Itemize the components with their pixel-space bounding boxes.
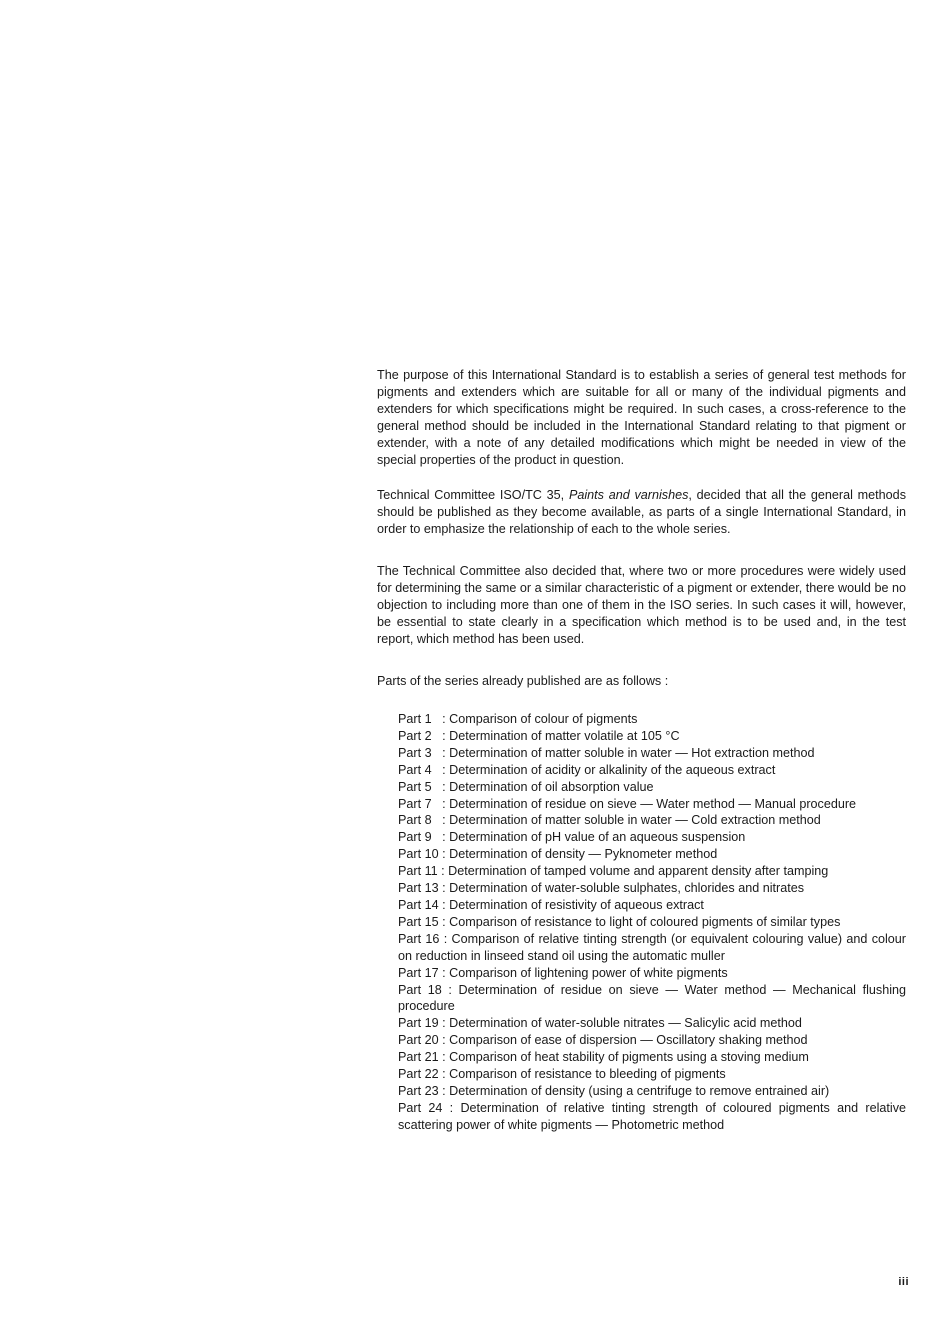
tc-text-end: , decided that all the general methods should be published as they become available, as parts of a single International Standard, in order to emphasize the relationship of each to the whole series. xyxy=(377,488,906,536)
part-number: Part 14 xyxy=(398,897,439,912)
part-number: Part 20 xyxy=(398,1033,439,1048)
part-title: Determination of oil absorption value xyxy=(449,779,654,794)
parts-list-item xyxy=(398,965,906,982)
part-separator: : xyxy=(438,965,450,980)
part-separator: : xyxy=(431,830,450,845)
part-separator: : xyxy=(431,712,450,726)
parts-list-item xyxy=(398,1049,906,1066)
parts-list-item xyxy=(398,863,906,880)
committee-decision-paragraph: The Technical Committee also decided that, where two or more procedures were widely used for determining the same or a similar characteristic of a pigment or extender, there would be no objection to including more than one of them in the ISO series. In such cases it will, however, be essential to state clearly in a specification which method is to be used and, in the test report, which method has been used. xyxy=(377,564,906,646)
part-number: Part 17 xyxy=(398,965,439,980)
part-number: Part 10 xyxy=(398,847,439,862)
parts-list-item xyxy=(398,1015,906,1032)
part-separator: : xyxy=(439,931,452,946)
parts-list-item xyxy=(398,914,906,931)
part-number: Part 24 xyxy=(398,1100,443,1115)
parts-list-item xyxy=(398,762,906,779)
part-title: Determination of relative tinting strength of coloured pigments and relative scattering power of white pigments — Photometric method xyxy=(398,1100,907,1132)
technical-committee-paragraph xyxy=(377,487,906,538)
part-number: Part 9 xyxy=(398,830,432,845)
part-title: Determination of pH value of an aqueous suspension xyxy=(449,830,746,845)
part-number: Part 22 xyxy=(398,1067,439,1082)
parts-list-item xyxy=(398,982,906,1016)
parts-list-item xyxy=(398,745,906,762)
tc-committee-title: Paints and varnishes xyxy=(568,488,689,502)
part-separator: : xyxy=(438,1083,450,1098)
parts-list-item xyxy=(398,846,906,863)
parts-list-item xyxy=(398,880,906,897)
part-title: Comparison of colour of pigments xyxy=(449,712,638,726)
part-title: Comparison of resistance to light of coloured pigments of similar types xyxy=(449,914,841,929)
tc-text-start: Technical Committee ISO/TC 35, xyxy=(377,488,569,502)
part-separator: : xyxy=(438,881,450,896)
part-number: Part 8 xyxy=(398,813,432,828)
part-number: Part 4 xyxy=(398,762,432,777)
page-number: iii xyxy=(898,1276,909,1288)
part-separator: : xyxy=(431,745,450,760)
part-number: Part 1 xyxy=(398,712,432,726)
parts-list-item xyxy=(398,1100,906,1134)
part-separator: : xyxy=(442,1100,461,1115)
part-number: Part 13 xyxy=(398,881,439,896)
part-separator: : xyxy=(431,762,450,777)
document-body xyxy=(377,367,906,1134)
part-title: Determination of matter volatile at 105 °C xyxy=(449,728,680,743)
part-title: Determination of residue on sieve — Water method — Manual procedure xyxy=(449,796,857,811)
part-title: Determination of density (using a centrifuge to remove entrained air) xyxy=(449,1083,830,1098)
part-number: Part 18 xyxy=(398,982,442,997)
parts-list-item xyxy=(398,1032,906,1049)
part-separator: : xyxy=(441,982,459,997)
part-separator: : xyxy=(438,1050,450,1065)
part-separator: : xyxy=(431,813,450,828)
part-title: Determination of water-soluble nitrates — Salicylic acid method xyxy=(449,1016,802,1031)
part-separator: : xyxy=(431,728,450,743)
part-title: Determination of water-soluble sulphates, chlorides and nitrates xyxy=(449,881,805,896)
part-title: Comparison of resistance to bleeding of pigments xyxy=(449,1067,726,1082)
part-title: Determination of residue on sieve — Water method — Mechanical flushing procedure xyxy=(398,982,907,1014)
parts-list-intro: Parts of the series already published are as follows : xyxy=(377,674,669,688)
part-separator: : xyxy=(438,1033,450,1048)
part-number: Part 16 xyxy=(398,931,440,946)
part-separator: : xyxy=(438,847,450,862)
part-separator: : xyxy=(431,779,450,794)
part-separator: : xyxy=(438,897,450,912)
part-title: Determination of density — Pyknometer method xyxy=(449,847,718,862)
parts-list-item xyxy=(398,897,906,914)
part-title: Comparison of ease of dispersion — Oscillatory shaking method xyxy=(449,1033,808,1048)
purpose-paragraph: The purpose of this International Standard is to establish a series of general test methods for pigments and extenders which are suitable for all or many of the individual pigments and extenders for which specifications might be required. In such cases, a cross-reference to the general method should be included in the International Standard relating to that pigment or extender, with a note of any detailed modifications which might be needed in view of the special properties of the product in question. xyxy=(377,368,906,467)
parts-list-item xyxy=(398,796,906,813)
part-number: Part 2 xyxy=(398,728,432,743)
part-number: Part 7 xyxy=(398,796,432,811)
parts-list-item xyxy=(398,1083,906,1100)
part-number: Part 23 xyxy=(398,1083,439,1098)
parts-list xyxy=(398,711,906,1134)
part-title: Comparison of relative tinting strength (or equivalent colouring value) and colour on reduction in linseed stand oil using the automatic muller xyxy=(398,931,907,963)
parts-list-item xyxy=(398,931,906,965)
parts-list-item xyxy=(398,779,906,796)
part-title: Determination of matter soluble in water — Hot extraction method xyxy=(449,745,815,760)
part-separator: : xyxy=(438,914,450,929)
part-separator: : xyxy=(438,1016,450,1031)
part-number: Part 21 xyxy=(398,1050,439,1065)
parts-list-item xyxy=(398,1066,906,1083)
part-separator: : xyxy=(431,796,450,811)
part-number: Part 11 xyxy=(398,864,438,879)
part-number: Part 5 xyxy=(398,779,432,794)
part-title: Comparison of lightening power of white pigments xyxy=(449,965,728,980)
part-number: Part 15 xyxy=(398,914,439,929)
part-number: Part 19 xyxy=(398,1016,439,1031)
part-title: Determination of acidity or alkalinity of the aqueous extract xyxy=(449,762,776,777)
part-title: Determination of tamped volume and apparent density after tamping xyxy=(448,864,829,879)
parts-list-item xyxy=(398,829,906,846)
parts-list-item xyxy=(398,812,906,829)
part-separator: : xyxy=(437,864,449,879)
part-separator: : xyxy=(438,1067,450,1082)
part-number: Part 3 xyxy=(398,745,432,760)
part-title: Determination of matter soluble in water — Cold extraction method xyxy=(449,813,821,828)
part-title: Determination of resistivity of aqueous extract xyxy=(449,897,704,912)
parts-list-item xyxy=(398,711,906,728)
part-title: Comparison of heat stability of pigments using a stoving medium xyxy=(449,1050,809,1065)
parts-list-item xyxy=(398,728,906,745)
